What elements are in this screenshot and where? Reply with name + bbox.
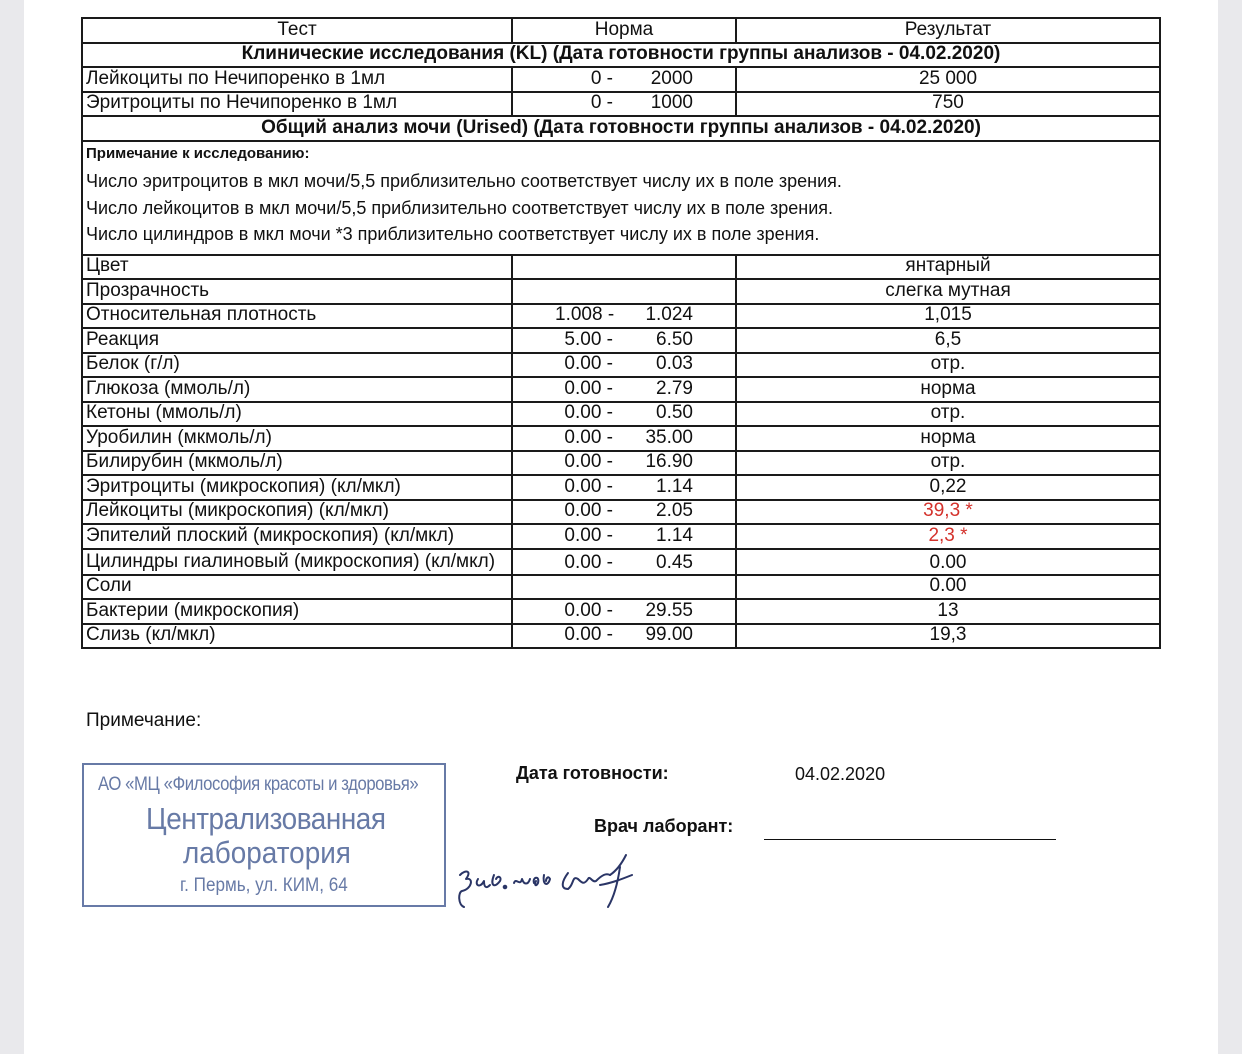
table-row [82,353,1160,378]
norm-high: 2.79 [656,377,693,399]
signature-line [764,839,1056,840]
section-title-clinical: Клинические исследования (KL) (Дата готовности группы анализов - 04.02.2020) [82,43,1160,68]
norm-high: 6.50 [656,328,693,350]
result-value: 6,5 [736,328,1160,353]
norm-low: 5.00 - [564,328,613,350]
table-row [82,475,1160,500]
norm-low: 0.00 - [564,500,613,522]
test-name: Цвет [82,255,512,280]
header-norm: Норма [512,18,736,43]
result-value: 13 [736,599,1160,624]
norm-high: 99.00 [645,624,693,646]
header-result: Результат [736,18,1160,43]
norm-low: 0.00 - [564,475,613,497]
norm-high: 1.024 [645,304,693,326]
norm-high: 2.05 [656,500,693,522]
test-name: Кетоны (ммоль/л) [82,402,512,427]
table-row [82,575,1160,600]
norm-low: 0.00 - [564,402,613,424]
norm-range [512,475,736,500]
norm-range [512,67,736,92]
norm-high: 1000 [650,92,693,114]
norm-low: 0.00 - [564,426,613,448]
footer-note-label: Примечание: [86,710,202,731]
laboratory-stamp [82,763,446,907]
result-value: 0.00 [736,549,1160,575]
norm-low: 0 - [590,67,613,89]
result-value-flagged: 39,3 * [736,500,1160,525]
test-name: Относительная плотность [82,304,512,329]
ready-date-label: Дата готовности: [516,763,669,783]
test-name: Эритроциты по Нечипоренко в 1мл [82,92,512,117]
norm-range [512,328,736,353]
norm-range [512,500,736,525]
note-line: Число лейкоцитов в мкл мочи/5,5 приблизительно соответствует числу их в поле зрения. [86,197,834,218]
stamp-address: г. Пермь, ул. КИМ, 64 [180,875,348,896]
result-value: норма [736,377,1160,402]
table-row [82,402,1160,427]
section-title-urinalysis: Общий анализ мочи (Urised) (Дата готовности группы анализов - 04.02.2020) [82,116,1160,141]
norm-range [512,575,736,600]
norm-high: 16.90 [645,451,693,473]
norm-low: 0 - [590,92,613,114]
table-row [82,377,1160,402]
test-name: Глюкоза (ммоль/л) [82,377,512,402]
norm-range [512,353,736,378]
note-line: Число цилиндров в мкл мочи *3 приблизительно соответствует числу их в поле зрения. [86,224,820,244]
result-value: отр. [736,402,1160,427]
table-row [82,67,1160,92]
result-value: 750 [736,92,1160,117]
norm-range [512,624,736,649]
results-table [81,17,1161,649]
norm-range [512,426,736,451]
table-row [82,92,1160,117]
norm-range [512,279,736,304]
stamp-line-laboratory: лаборатория [183,835,351,870]
norm-high: 0.50 [656,402,693,424]
norm-high: 1.14 [656,475,693,497]
table-row [82,549,1160,575]
section-row-clinical [82,43,1160,68]
norm-range [512,451,736,476]
result-value: 1,015 [736,304,1160,329]
header-test: Тест [82,18,512,43]
stamp-org-name: АО «МЦ «Философия красоты и здоровья» [98,774,419,795]
section-row-urinalysis [82,116,1160,141]
handwritten-signature [450,845,650,915]
norm-range [512,377,736,402]
norm-low: 0.00 - [564,599,613,621]
table-row [82,624,1160,649]
result-value: 25 000 [736,67,1160,92]
research-note [82,141,1160,255]
test-name: Бактерии (микроскопия) [82,599,512,624]
norm-high: 29.55 [645,599,693,621]
test-name: Билирубин (мкмоль/л) [82,451,512,476]
note-line: Число эритроцитов в мкл мочи/5,5 приблизительно соответствует числу их в поле зрения. [86,171,842,191]
norm-low: 0.00 - [564,451,613,473]
test-name: Цилиндры гиалиновый (микроскопия) (кл/мкл) [82,549,512,575]
norm-low: 0.00 - [564,353,613,375]
test-name: Эритроциты (микроскопия) (кл/мкл) [82,475,512,500]
test-name: Прозрачность [82,279,512,304]
table-row [82,599,1160,624]
result-value: норма [736,426,1160,451]
norm-high: 35.00 [645,426,693,448]
norm-low: 0.00 - [564,551,613,573]
result-value: 19,3 [736,624,1160,649]
norm-range [512,599,736,624]
result-value: 0.00 [736,575,1160,600]
table-row [82,451,1160,476]
note-title: Примечание к исследованию: [86,144,310,162]
table-row [82,304,1160,329]
test-name: Белок (г/л) [82,353,512,378]
result-value: слегка мутная [736,279,1160,304]
table-row [82,500,1160,525]
test-name: Соли [82,575,512,600]
test-name: Реакция [82,328,512,353]
norm-range [512,402,736,427]
test-name: Лейкоциты по Нечипоренко в 1мл [82,67,512,92]
norm-low: 0.00 - [564,624,613,646]
norm-range [512,524,736,549]
norm-range [512,304,736,329]
norm-low: 0.00 - [564,524,613,546]
norm-range [512,255,736,280]
norm-high: 2000 [650,67,693,89]
norm-high: 1.14 [656,524,693,546]
norm-high: 0.03 [656,353,693,375]
norm-high: 0.45 [656,551,693,573]
note-row [82,141,1160,255]
ready-date-value: 04.02.2020 [795,764,886,784]
table-header-row [82,18,1160,43]
table-row [82,328,1160,353]
table-row [82,524,1160,549]
result-value: отр. [736,353,1160,378]
table-row [82,255,1160,280]
stamp-line-centralized: Централизованная [146,801,386,836]
norm-range [512,92,736,117]
result-value: янтарный [736,255,1160,280]
norm-low: 1.008 - [555,304,615,326]
result-value: отр. [736,451,1160,476]
table-row [82,279,1160,304]
test-name: Слизь (кл/мкл) [82,624,512,649]
test-name: Эпителий плоский (микроскопия) (кл/мкл) [82,524,512,549]
result-value: 0,22 [736,475,1160,500]
test-name: Уробилин (мкмоль/л) [82,426,512,451]
lab-doctor-label: Врач лаборант: [594,816,734,836]
norm-range [512,549,736,575]
norm-low: 0.00 - [564,377,613,399]
table-row [82,426,1160,451]
result-value-flagged: 2,3 * [736,524,1160,549]
test-name: Лейкоциты (микроскопия) (кл/мкл) [82,500,512,525]
